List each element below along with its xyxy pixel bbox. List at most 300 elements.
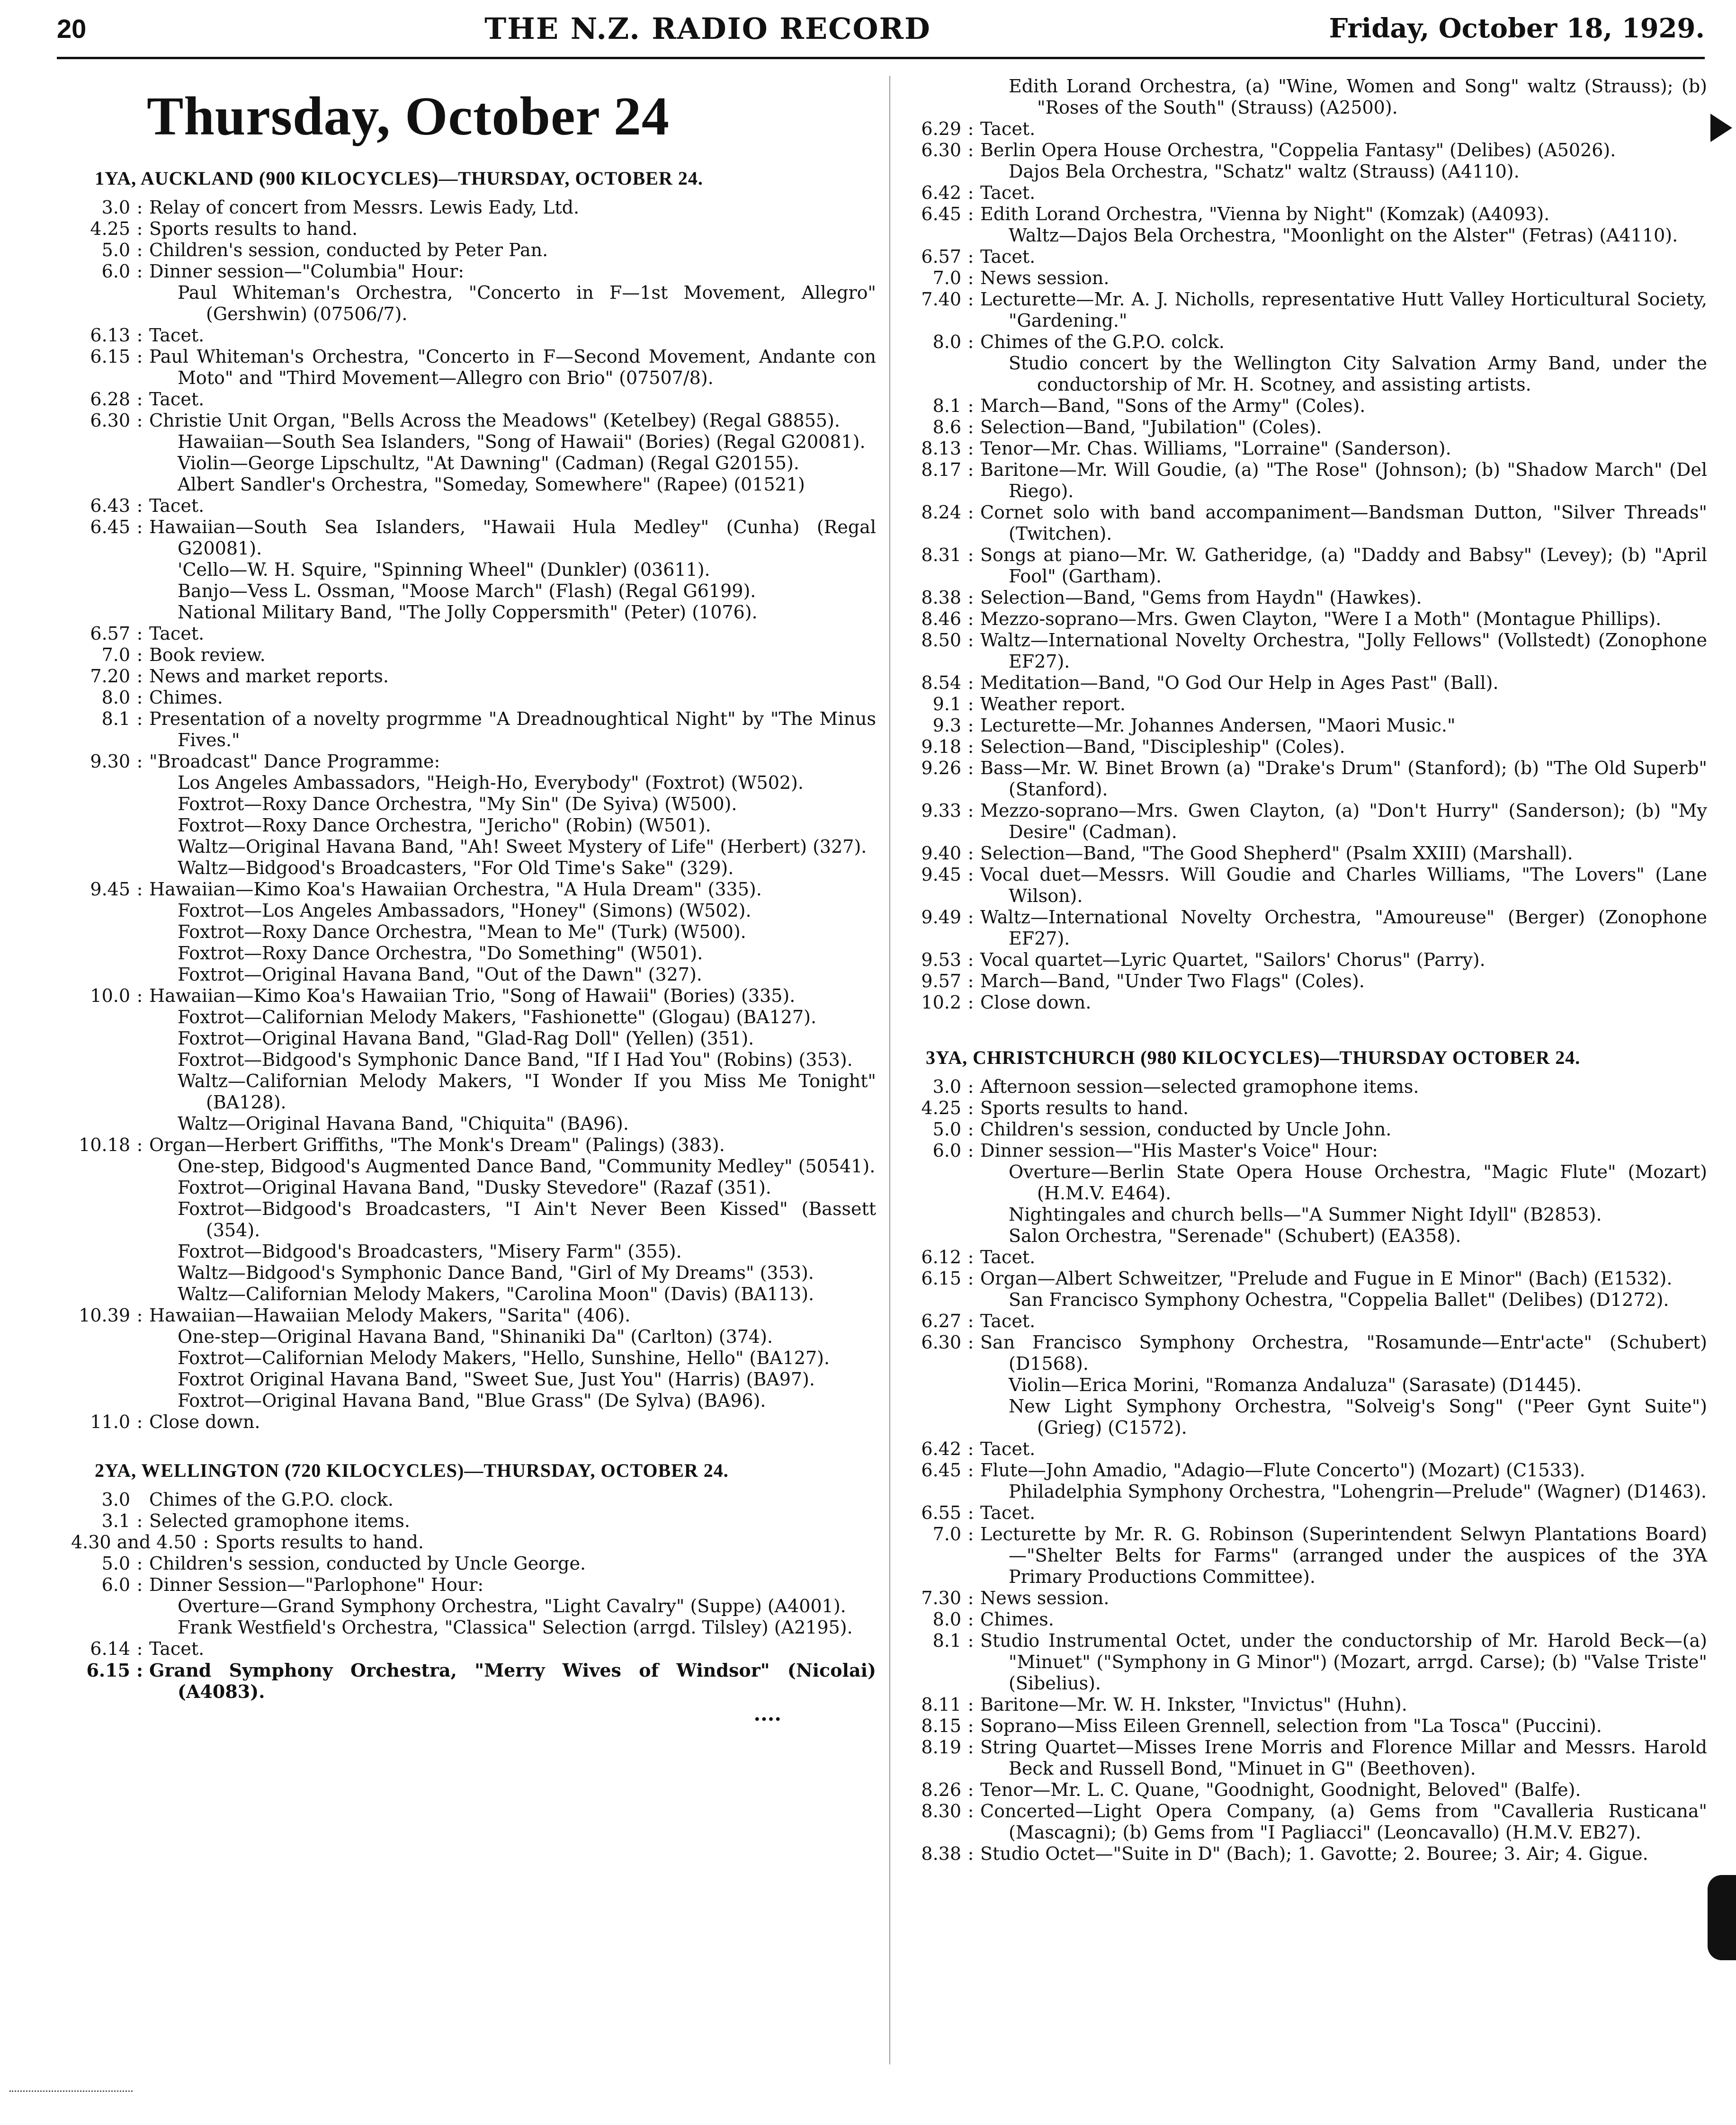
column-divider <box>889 76 890 2064</box>
entry-text: Sports results to hand. <box>149 218 358 239</box>
entry-text: Lecturette—Mr. A. J. Nicholls, representative Hutt Valley Horticultural Society, "Gardening." <box>980 289 1707 331</box>
entry-time: 10.39 <box>79 1305 130 1326</box>
entry-text: Chimes of the G.P.O. clock. <box>149 1489 394 1510</box>
entry-separator: : <box>967 1332 974 1353</box>
entry-time: 6.42 <box>921 1438 961 1459</box>
entry-separator: : <box>967 1076 974 1097</box>
program-entry <box>71 921 876 943</box>
entry-text: Foxtrot Original Havana Band, "Sweet Sue, Just You" (Harris) (BA97). <box>178 1369 815 1390</box>
program-entry <box>71 1262 876 1284</box>
entry-text: Chimes. <box>980 1609 1054 1630</box>
entry-time: 8.31 <box>921 545 961 565</box>
entry-time: 3.1 <box>101 1510 130 1531</box>
program-entry <box>71 985 876 1007</box>
entry-separator: : <box>136 1134 143 1155</box>
entry-separator: : <box>136 1553 143 1574</box>
entry-time: 6.0 <box>101 261 130 282</box>
entry-text: Foxtrot—Original Havana Band, "Blue Grass" (De Sylva) (BA96). <box>178 1390 766 1411</box>
program-entry <box>71 495 876 517</box>
entry-time: 8.6 <box>932 417 961 438</box>
program-entry <box>71 517 876 559</box>
entry-time: 8.24 <box>921 502 961 523</box>
entry-text: Foxtrot—Roxy Dance Orchestra, "Mean to Me" (Turk) (W500). <box>178 921 746 942</box>
day-title: Thursday, October 24 <box>147 86 670 147</box>
entry-text: Mezzo-soprano—Mrs. Gwen Clayton, "Were I a Moth" (Montague Phillips). <box>980 608 1662 629</box>
entry-separator: : <box>136 389 143 410</box>
program-entry <box>902 353 1707 395</box>
margin-arrow-mark <box>1710 114 1732 142</box>
entry-text: Organ—Albert Schweitzer, "Prelude and Fugue in E Minor" (Bach) (E1532). <box>980 1268 1673 1289</box>
entry-text: Foxtrot—Californian Melody Makers, "Fashionette" (Glogau) (BA127). <box>178 1007 817 1027</box>
entry-separator: : <box>136 261 143 282</box>
entry-text: Close down. <box>149 1411 260 1432</box>
entry-time: 8.38 <box>921 1843 961 1864</box>
entry-time: 9.40 <box>921 843 961 864</box>
program-entry <box>902 76 1707 118</box>
entry-time: 10.2 <box>921 992 961 1013</box>
entry-separator: : <box>967 331 974 352</box>
entry-separator: : <box>967 1588 974 1608</box>
entry-separator: : <box>967 1247 974 1268</box>
entry-text: Waltz—Original Havana Band, "Chiquita" (BA96). <box>178 1113 629 1134</box>
program-entry <box>902 694 1707 715</box>
entry-time: 8.0 <box>932 331 961 352</box>
program-entry <box>902 1396 1707 1438</box>
entry-text: Berlin Opera House Orchestra, "Coppelia Fantasy" (Delibes) (A5026). <box>980 140 1616 161</box>
program-entry <box>71 836 876 857</box>
entry-separator: : <box>967 971 974 991</box>
entry-text: "Broadcast" Dance Programme: <box>149 751 440 772</box>
ink-blot <box>1708 1875 1736 1960</box>
entry-time: 9.57 <box>921 971 961 991</box>
entry-text: Hawaiian—Kimo Koa's Hawaiian Orchestra, "A Hula Dream" (335). <box>149 879 762 900</box>
entry-time: 8.11 <box>921 1694 961 1715</box>
entry-text: Organ—Herbert Griffiths, "The Monk's Dream" (Palings) (383). <box>149 1134 725 1155</box>
entry-separator: : <box>967 758 974 778</box>
entry-separator: : <box>967 417 974 438</box>
entry-time: 9.53 <box>921 949 961 970</box>
entry-separator: : <box>136 985 143 1006</box>
entry-text: Foxtrot—Californian Melody Makers, "Hello, Sunshine, Hello" (BA127). <box>178 1348 830 1368</box>
station-heading-3ya: 3YA, CHRISTCHURCH (980 KILOCYCLES)—THURSDAY OCTOBER 24. <box>926 1047 1581 1068</box>
program-entry <box>71 1617 876 1638</box>
entry-text: One-step—Original Havana Band, "Shinaniki Da" (Carlton) (374). <box>178 1326 773 1347</box>
program-entry <box>71 261 876 282</box>
entry-separator: : <box>967 118 974 139</box>
program-entry <box>71 580 876 602</box>
entry-text: San Francisco Symphony Orchestra, "Rosamunde—Entr'acte" (Schubert) (D1568). <box>980 1332 1707 1374</box>
program-entry <box>902 907 1707 949</box>
entry-text: 'Cello—W. H. Squire, "Spinning Wheel" (Dunkler) (03611). <box>178 559 710 580</box>
entry-text: Cornet solo with band accompaniment—Bandsman Dutton, "Silver Threads" (Twitchen). <box>980 502 1707 544</box>
program-entry <box>902 161 1707 182</box>
program-entry <box>902 758 1707 800</box>
entry-text: Studio concert by the Wellington City Salvation Army Band, under the conductorship of Mr. H. Scotney, and assisting artists. <box>1009 353 1707 395</box>
entry-time: 7.0 <box>101 644 130 665</box>
entry-separator: : <box>967 140 974 161</box>
program-entry <box>71 1028 876 1049</box>
program-entry <box>902 502 1707 545</box>
entry-text: Tacet. <box>980 246 1036 267</box>
entry-separator: : <box>967 630 974 651</box>
entry-text: Tacet. <box>980 1502 1036 1523</box>
program-entry <box>71 794 876 815</box>
program-entry <box>902 1289 1707 1311</box>
entry-time: 6.27 <box>921 1311 961 1331</box>
entry-text: Foxtrot—Bidgood's Broadcasters, "I Ain't Never Been Kissed" (Bassett (354). <box>178 1198 876 1241</box>
entry-separator: : <box>967 608 974 629</box>
entry-separator: : <box>136 1660 143 1681</box>
entry-text: Sports results to hand. <box>215 1532 424 1553</box>
program-entry <box>71 389 876 410</box>
entry-time: 9.45 <box>90 879 130 900</box>
program-entry <box>902 715 1707 736</box>
entry-text: Overture—Berlin State Opera House Orchestra, "Magic Flute" (Mozart) (H.M.V. E464). <box>1009 1161 1707 1204</box>
entry-time: 6.15 <box>90 346 130 367</box>
entry-text: Soprano—Miss Eileen Grennell, selection from "La Tosca" (Puccini). <box>980 1715 1602 1736</box>
entry-time: 7.0 <box>932 1524 961 1545</box>
entry-separator: : <box>136 197 143 218</box>
entry-text: Banjo—Vess L. Ossman, "Moose March" (Flash) (Regal G6199). <box>178 580 756 601</box>
entry-text: Salon Orchestra, "Serenade" (Schubert) (EA358). <box>1009 1225 1461 1246</box>
entry-text: Afternoon session—selected gramophone items. <box>980 1076 1419 1097</box>
entry-text: Paul Whiteman's Orchestra, "Concerto in F—1st Movement, Allegro" (Gershwin) (07506/7). <box>178 282 876 324</box>
entry-text: Tacet. <box>149 1638 205 1659</box>
program-entry <box>71 1411 876 1433</box>
newspaper-title: THE N.Z. RADIO RECORD <box>484 11 931 46</box>
entry-separator: : <box>967 1779 974 1800</box>
entry-separator: : <box>203 1532 209 1553</box>
program-entry <box>902 1098 1707 1119</box>
entry-time: 4.30 and 4.50 <box>71 1532 197 1553</box>
entry-text: Waltz—Dajos Bela Orchestra, "Moonlight on the Alster" (Fetras) (A4110). <box>1009 225 1678 246</box>
program-entry <box>902 736 1707 758</box>
entry-separator: : <box>967 694 974 714</box>
program-entry <box>71 1660 876 1702</box>
program-entry <box>902 1161 1707 1204</box>
entry-time: 6.43 <box>90 495 130 516</box>
program-entry <box>902 545 1707 587</box>
entry-separator: : <box>967 1694 974 1715</box>
program-entry <box>71 943 876 964</box>
entry-time: 7.0 <box>932 268 961 288</box>
entry-text: New Light Symphony Orchestra, "Solveig's Song" ("Peer Gynt Suite") (Grieg) (C1572). <box>1009 1396 1707 1438</box>
program-entry <box>902 1502 1707 1524</box>
entry-separator: : <box>136 644 143 665</box>
entry-time: 6.0 <box>101 1574 130 1595</box>
program-entry <box>902 992 1707 1013</box>
entry-text: Baritone—Mr. W. H. Inkster, "Invictus" (Huhn). <box>980 1694 1407 1715</box>
entry-separator: : <box>136 346 143 367</box>
right-column <box>902 76 1707 1865</box>
entry-text: Tacet. <box>980 1311 1036 1331</box>
entry-text: Vocal duet—Messrs. Will Goudie and Charles Williams, "The Lovers" (Lane Wilson). <box>980 864 1707 906</box>
program-entry <box>71 218 876 240</box>
entry-separator: : <box>136 1510 143 1531</box>
entry-text: March—Band, "Under Two Flags" (Coles). <box>980 971 1365 991</box>
program-entry <box>902 331 1707 353</box>
program-entry <box>71 900 876 921</box>
entry-text: Selection—Band, "Jubilation" (Coles). <box>980 417 1322 438</box>
entry-text: Chimes. <box>149 687 223 708</box>
entry-text: Children's session, conducted by Peter Pan. <box>149 240 548 260</box>
entry-text: Flute—John Amadio, "Adagio—Flute Concerto") (Mozart) (C1533). <box>980 1460 1585 1481</box>
entry-text: Waltz—Bidgood's Broadcasters, "For Old Time's Sake" (329). <box>178 857 734 878</box>
entry-separator: : <box>967 438 974 459</box>
program-entry <box>902 1843 1707 1865</box>
program-entry <box>902 1268 1707 1289</box>
program-entry <box>71 1532 876 1553</box>
program-entry <box>902 1588 1707 1609</box>
program-entry <box>71 1049 876 1071</box>
program-entry <box>71 1638 876 1660</box>
program-entry <box>71 240 876 261</box>
entry-text: Sports results to hand. <box>980 1098 1189 1118</box>
program-entry <box>902 417 1707 438</box>
entry-text: Tacet. <box>149 389 205 410</box>
program-entry <box>902 1375 1707 1396</box>
entry-separator: : <box>967 1098 974 1118</box>
program-entry <box>71 666 876 687</box>
program-entry <box>902 971 1707 992</box>
entry-text: Studio Octet—"Suite in D" (Bach); 1. Gavotte; 2. Bouree; 3. Air; 4. Gigue. <box>980 1843 1648 1864</box>
entry-time: 6.30 <box>921 1332 961 1353</box>
entry-time: 6.57 <box>90 623 130 644</box>
program-entry <box>902 949 1707 971</box>
entry-text: Lecturette—Mr. Johannes Andersen, "Maori Music." <box>980 715 1456 736</box>
entry-time: 5.0 <box>101 1553 130 1574</box>
entry-text: Dajos Bela Orchestra, "Schatz" waltz (Strauss) (A4110). <box>1009 161 1520 182</box>
entry-text: Tacet. <box>980 1247 1036 1268</box>
entry-separator: : <box>967 204 974 224</box>
entry-text: Selected gramophone items. <box>149 1510 410 1531</box>
entry-text: March—Band, "Sons of the Army" (Coles). <box>980 395 1366 416</box>
entry-text: Christie Unit Organ, "Bells Across the Meadows" (Ketelbey) (Regal G8855). <box>149 410 840 431</box>
program-entry <box>902 1119 1707 1140</box>
program-entry <box>902 1225 1707 1247</box>
program-entry <box>71 1284 876 1305</box>
entry-time: 6.0 <box>932 1140 961 1161</box>
entry-text: Hawaiian—Kimo Koa's Hawaiian Trio, "Song of Hawaii" (Bories) (335). <box>149 985 796 1006</box>
entry-time: 6.15 <box>86 1660 130 1681</box>
entry-text: News session. <box>980 268 1110 288</box>
program-list-2ya <box>71 1489 876 1702</box>
entry-separator: : <box>136 623 143 644</box>
entry-time: 8.1 <box>101 708 130 729</box>
entry-separator: : <box>967 395 974 416</box>
program-entry <box>71 1574 876 1596</box>
entry-time: 11.0 <box>90 1411 130 1432</box>
entry-text: News and market reports. <box>149 666 389 687</box>
entry-separator: : <box>136 1638 143 1659</box>
entry-time: 7.40 <box>921 289 961 310</box>
program-entry <box>902 1715 1707 1737</box>
entry-text: Paul Whiteman's Orchestra, "Concerto in F—Second Movement, Andante con Moto" and "Third Movement—Allegro con Brio" (07507/8). <box>149 346 876 388</box>
entry-text: Grand Symphony Orchestra, "Merry Wives of Windsor" (Nicolai) (A4083). <box>149 1660 876 1702</box>
program-entry <box>71 1134 876 1156</box>
entry-text: Waltz—Californian Melody Makers, "I Wonder If you Miss Me Tonight" (BA128). <box>178 1071 876 1113</box>
entry-separator: : <box>967 1140 974 1161</box>
program-entry <box>902 289 1707 331</box>
masthead <box>57 0 1705 59</box>
program-entry <box>71 559 876 580</box>
program-entry <box>71 708 876 751</box>
program-entry <box>902 843 1707 864</box>
entry-text: Waltz—International Novelty Orchestra, "Jolly Fellows" (Vollstedt) (Zonophone EF27). <box>980 630 1707 672</box>
entry-separator: : <box>136 1305 143 1326</box>
entry-separator: : <box>967 459 974 480</box>
entry-separator: : <box>967 289 974 310</box>
station-heading-2ya: 2YA, WELLINGTON (720 KILOCYCLES)—THURSDAY, OCTOBER 24. <box>95 1460 729 1481</box>
program-entry <box>902 1140 1707 1161</box>
entry-text: Studio Instrumental Octet, under the conductorship of Mr. Harold Beck—(a) "Minuet" ("Symphony in G Minor") (Mozart, arrgd. Carse); (b) "Valse Triste" (Sibelius). <box>980 1630 1707 1694</box>
entry-time: 5.0 <box>932 1119 961 1140</box>
entry-text: Meditation—Band, "O God Our Help in Ages Past" (Ball). <box>980 672 1499 693</box>
program-entry <box>71 1369 876 1390</box>
program-entry <box>902 1311 1707 1332</box>
entry-time: 4.25 <box>90 218 130 239</box>
entry-text: Hawaiian—South Sea Islanders, "Song of Hawaii" (Bories) (Regal G20081). <box>178 431 866 452</box>
entry-separator: : <box>136 410 143 431</box>
entry-separator: : <box>967 672 974 693</box>
entry-text: Los Angeles Ambassadors, "Heigh-Ho, Everybody" (Foxtrot) (W502). <box>178 772 804 793</box>
entry-text: Songs at piano—Mr. W. Gatheridge, (a) "Daddy and Babsy" (Levey); (b) "April Fool" (Gartham). <box>980 545 1707 587</box>
entry-text: Foxtrot—Bidgood's Broadcasters, "Misery Farm" (355). <box>178 1241 682 1262</box>
entry-time: 8.0 <box>101 687 130 708</box>
program-entry <box>902 118 1707 140</box>
entry-text: Tenor—Mr. Chas. Williams, "Lorraine" (Sanderson). <box>980 438 1451 459</box>
entry-time: 3.0 <box>101 1489 130 1510</box>
program-entry <box>71 410 876 431</box>
entry-separator: : <box>967 992 974 1013</box>
entry-time: 8.0 <box>932 1609 961 1630</box>
entry-separator: : <box>967 1311 974 1331</box>
program-entry <box>71 453 876 474</box>
program-entry <box>71 1177 876 1198</box>
entry-text: Nightingales and church bells—"A Summer Night Idyll" (B2853). <box>1009 1204 1602 1225</box>
entry-separator: : <box>967 1460 974 1481</box>
program-entry <box>71 623 876 644</box>
program-entry <box>902 1779 1707 1801</box>
entry-separator: : <box>136 240 143 260</box>
entry-time: 9.49 <box>921 907 961 928</box>
entry-time: 10.18 <box>79 1134 130 1155</box>
entry-text: Foxtrot—Roxy Dance Orchestra, "Do Something" (W501). <box>178 943 703 964</box>
page-number: 20 <box>57 13 87 44</box>
program-entry <box>902 1694 1707 1715</box>
entry-text: Foxtrot—Original Havana Band, "Glad-Rag Doll" (Yellen) (351). <box>178 1028 754 1049</box>
entry-separator: : <box>136 1574 143 1595</box>
entry-text: Close down. <box>980 992 1092 1013</box>
entry-separator: : <box>967 1438 974 1459</box>
program-entry <box>902 1332 1707 1375</box>
entry-text: Tacet. <box>980 1438 1036 1459</box>
program-entry <box>902 672 1707 694</box>
entry-text: San Francisco Symphony Ochestra, "Coppelia Ballet" (Delibes) (D1272). <box>1009 1289 1669 1310</box>
entry-separator: : <box>136 666 143 687</box>
entry-time: 8.13 <box>921 438 961 459</box>
entry-text: Dinner session—"Columbia" Hour: <box>149 261 465 282</box>
entry-time: 6.13 <box>90 325 130 346</box>
entry-separator: : <box>967 182 974 203</box>
program-list-1ya <box>71 197 876 1433</box>
entry-separator: : <box>967 1737 974 1758</box>
entry-time: 7.30 <box>921 1588 961 1608</box>
entry-separator: : <box>967 587 974 608</box>
program-entry <box>71 474 876 495</box>
entry-text: Violin—Erica Morini, "Romanza Andaluza" (Sarasate) (D1445). <box>1009 1375 1582 1395</box>
program-entry <box>902 268 1707 289</box>
program-entry <box>71 1156 876 1177</box>
program-entry <box>71 1553 876 1574</box>
program-entry <box>902 1076 1707 1098</box>
entry-time: 9.18 <box>921 736 961 757</box>
program-entry <box>902 1460 1707 1481</box>
entry-time: 6.55 <box>921 1502 961 1523</box>
entry-time: 8.30 <box>921 1801 961 1821</box>
program-entry <box>902 438 1707 459</box>
entry-separator: : <box>967 1268 974 1289</box>
station-heading-1ya: 1YA, AUCKLAND (900 KILOCYCLES)—THURSDAY, OCTOBER 24. <box>95 168 703 189</box>
entry-time: 8.38 <box>921 587 961 608</box>
entry-time: 8.54 <box>921 672 961 693</box>
left-column <box>71 76 876 1725</box>
entry-text: Tacet. <box>980 118 1036 139</box>
entry-text: Bass—Mr. W. Binet Brown (a) "Drake's Drum" (Stanford); (b) "The Old Superb" (Stanford). <box>980 758 1707 800</box>
entry-text: Dinner session—"His Master's Voice" Hour: <box>980 1140 1378 1161</box>
entry-text: Foxtrot—Roxy Dance Orchestra, "My Sin" (De Syiva) (W500). <box>178 794 737 814</box>
entry-text: Albert Sandler's Orchestra, "Someday, Somewhere" (Rapee) (01521) <box>178 474 805 495</box>
entry-separator: : <box>136 879 143 900</box>
entry-separator: : <box>967 949 974 970</box>
entry-text: Waltz—International Novelty Orchestra, "Amoureuse" (Berger) (Zonophone EF27). <box>980 907 1707 949</box>
entry-separator: : <box>967 246 974 267</box>
program-entry <box>902 182 1707 204</box>
entry-time: 9.3 <box>932 715 961 736</box>
entry-text: Hawaiian—Hawaiian Melody Makers, "Sarita" (406). <box>149 1305 631 1326</box>
entry-separator: : <box>136 218 143 239</box>
program-entry <box>902 1481 1707 1502</box>
entry-time: 8.19 <box>921 1737 961 1758</box>
entry-separator: : <box>967 907 974 928</box>
entry-text: Book review. <box>149 644 266 665</box>
entry-separator: : <box>967 800 974 821</box>
entry-text: Concerted—Light Opera Company, (a) Gems from "Cavalleria Rusticana" (Mascagni); (b) Gems from "I Pagliacci" (Leoncavallo) (H.M.V. EB27). <box>980 1801 1707 1843</box>
entry-time: 6.45 <box>90 517 130 537</box>
program-entry <box>71 325 876 346</box>
entry-separator: : <box>136 495 143 516</box>
entry-separator: : <box>967 1843 974 1864</box>
program-entry <box>902 225 1707 246</box>
entry-separator: : <box>967 1524 974 1545</box>
entry-text: Children's session, conducted by Uncle George. <box>149 1553 586 1574</box>
entry-text: Dinner Session—"Parlophone" Hour: <box>149 1574 484 1595</box>
entry-separator: : <box>136 517 143 537</box>
entry-time: 9.26 <box>921 758 961 778</box>
entry-text: Chimes of the G.P.O. colck. <box>980 331 1225 352</box>
entry-separator: : <box>967 843 974 864</box>
entry-time: 8.26 <box>921 1779 961 1800</box>
entry-time: 8.1 <box>932 395 961 416</box>
entry-time: 9.45 <box>921 864 961 885</box>
entry-text: Frank Westfield's Orchestra, "Classica" Selection (arrgd. Tilsley) (A2195). <box>178 1617 853 1638</box>
entry-text: Children's session, conducted by Uncle John. <box>980 1119 1392 1140</box>
entry-time: 4.25 <box>921 1098 961 1118</box>
entry-time: 8.1 <box>932 1630 961 1651</box>
program-entry <box>902 1204 1707 1225</box>
entry-time: 9.1 <box>932 694 961 714</box>
entry-separator: : <box>967 864 974 885</box>
